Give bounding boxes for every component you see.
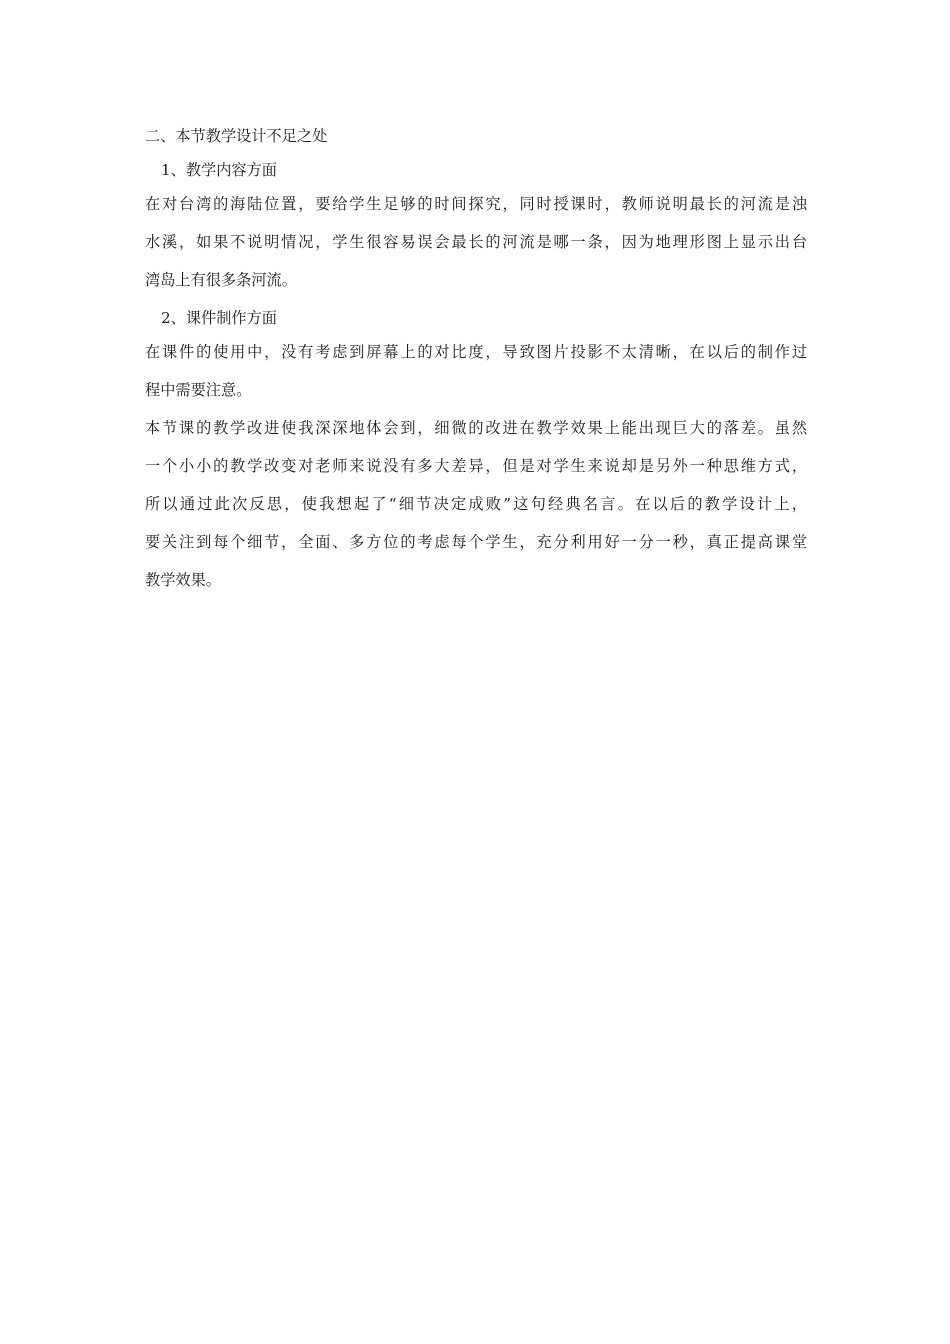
document-body: [145, 120, 807, 602]
section-heading: 二、本节教学设计不足之处: [145, 127, 328, 145]
subsection-title-teaching-content: 1、教学内容方面: [161, 161, 277, 179]
paragraph-line: 在对台湾的海陆位置，要给学生足够的时间探究，同时授课时，教师说明最长的河流是浊: [145, 195, 807, 213]
paragraph-line: 教学效果。: [145, 571, 221, 589]
paragraph-line: 所以通过此次反思，使我想起了“细节决定成败”这句经典名言。在以后的教学设计上，: [145, 495, 807, 513]
paragraph-line: 本节课的教学改进使我深深地体会到，细微的改进在教学效果上能出现巨大的落差。虽然: [145, 419, 807, 437]
paragraph-line: 程中需要注意。: [145, 381, 252, 399]
paragraph-line: 一个小小的教学改变对老师来说没有多大差异，但是对学生来说却是另外一种思维方式，: [145, 457, 807, 475]
subsection-title-courseware: 2、课件制作方面: [161, 309, 277, 327]
paragraph-line: 在课件的使用中，没有考虑到屏幕上的对比度，导致图片投影不太清晰，在以后的制作过: [145, 343, 807, 361]
paragraph-line: 水溪，如果不说明情况，学生很容易误会最长的河流是哪一条，因为地理形图上显示出台: [145, 233, 807, 251]
paragraph-line: 要关注到每个细节，全面、多方位的考虑每个学生，充分利用好一分一秒，真正提高课堂: [145, 533, 807, 551]
paragraph-line: 湾岛上有很多条河流。: [145, 271, 297, 289]
